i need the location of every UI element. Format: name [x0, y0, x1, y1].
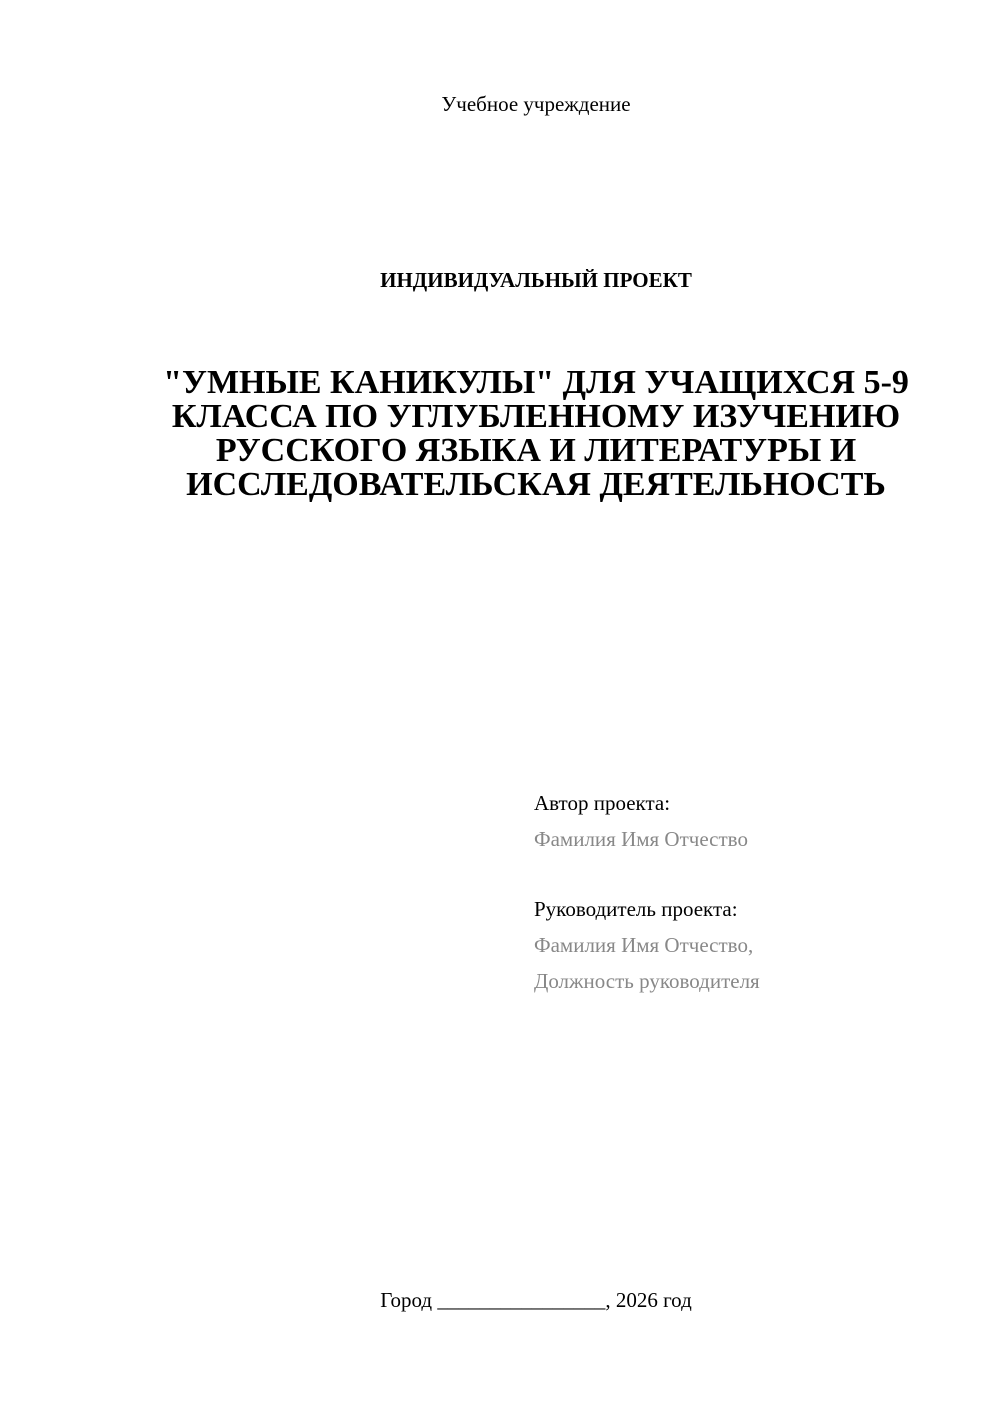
supervisor-position: Должность руководителя	[534, 969, 760, 993]
author-block	[534, 785, 974, 857]
author-label: Автор проекта:	[534, 791, 671, 815]
institution-name: Учебное учреждение	[441, 92, 631, 116]
city-year-line: Город ________________, 2026 год	[380, 1288, 692, 1312]
supervisor-block	[534, 891, 974, 999]
document-type: ИНДИВИДУАЛЬНЫЙ ПРОЕКТ	[380, 268, 692, 292]
supervisor-label: Руководитель проекта:	[534, 897, 738, 921]
supervisor-name: Фамилия Имя Отчество,	[534, 933, 754, 957]
project-title: "УМНЫЕ КАНИКУЛЫ" ДЛЯ УЧАЩИХСЯ 5-9 КЛАССА ПО УГЛУБЛЕННОМУ ИЗУЧЕНИЮ РУССКОГО ЯЗЫКА И ЛИТЕРАТУРЫ И ИССЛЕДОВАТЕЛЬСКАЯ ДЕЯТЕЛЬНОСТЬ	[163, 364, 909, 503]
author-name: Фамилия Имя Отчество	[534, 827, 748, 851]
